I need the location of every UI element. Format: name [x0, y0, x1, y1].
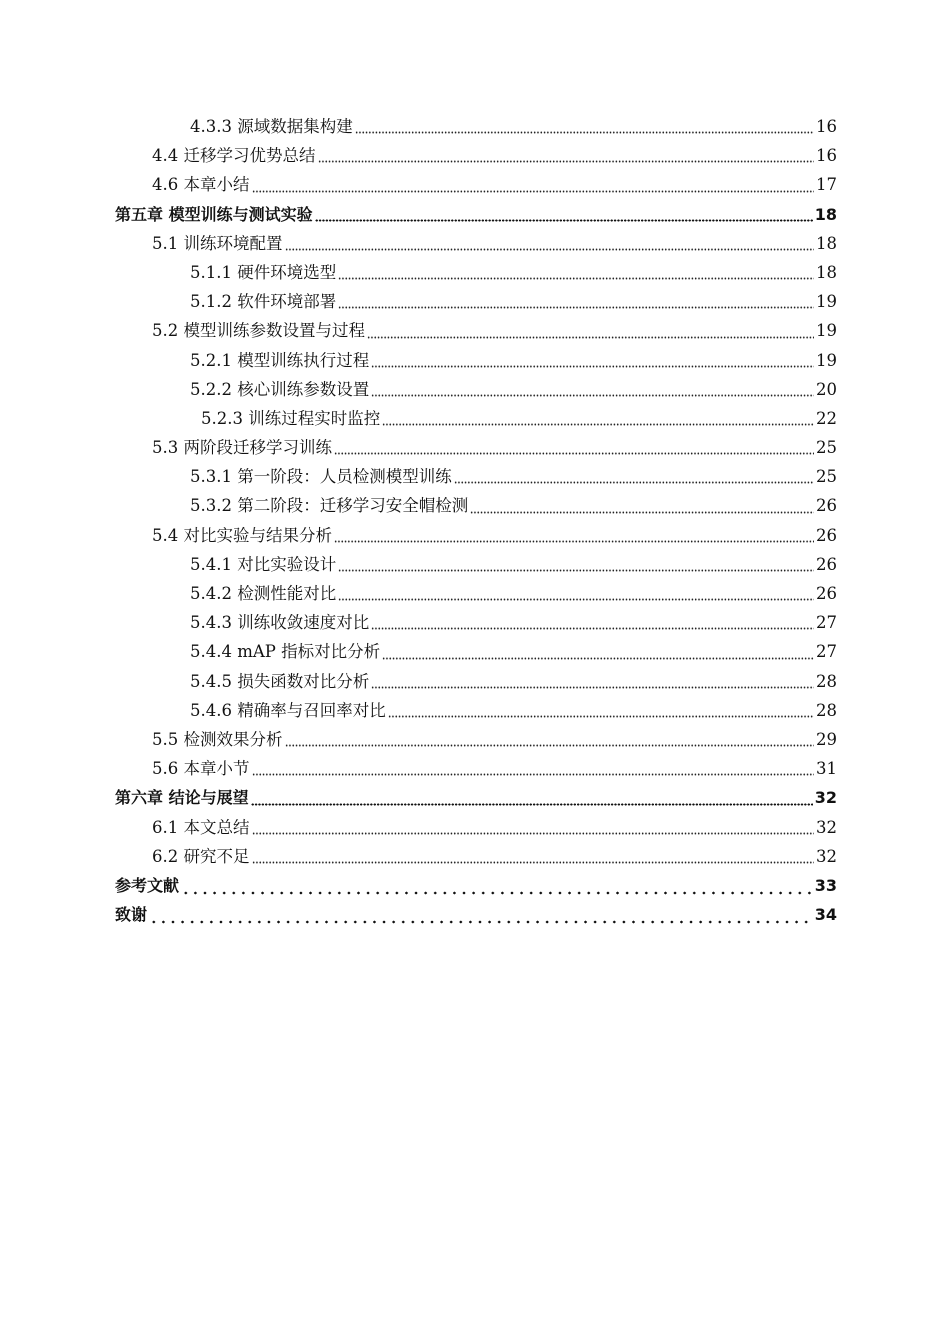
dot-leader	[285, 248, 815, 251]
toc-entry[interactable]	[115, 813, 837, 842]
dot-leader	[252, 190, 815, 193]
toc-entry[interactable]	[115, 783, 837, 812]
toc-page-number: 18	[816, 233, 837, 253]
dot-leader	[367, 336, 814, 339]
toc-page-number: 32	[816, 817, 837, 837]
toc-entry-title: 5.4.3 训练收敛速度对比	[190, 613, 370, 633]
toc-page-number: 22	[816, 408, 837, 428]
toc-entry-title: 5.4.1 对比实验设计	[190, 554, 337, 574]
dot-leader	[285, 744, 815, 747]
toc-entry[interactable]	[115, 900, 837, 929]
dot-leader	[338, 306, 814, 309]
toc-entry[interactable]	[115, 667, 837, 696]
toc-page-number: 20	[816, 379, 837, 399]
toc-entry[interactable]	[115, 754, 837, 783]
toc-entry-title: 5.4.6 精确率与召回率对比	[190, 700, 386, 720]
toc-page-number: 19	[816, 350, 837, 370]
toc-page-number: 25	[816, 467, 837, 487]
toc-entry[interactable]	[115, 287, 837, 316]
toc-entry[interactable]	[115, 637, 837, 666]
toc-entry-title: 5.1.1 硬件环境选型	[190, 262, 337, 282]
toc-page-number: 31	[816, 759, 837, 779]
toc-page-number: 26	[816, 496, 837, 516]
toc-entry-title: 6.1 本文总结	[152, 817, 250, 837]
toc-entry[interactable]	[115, 608, 837, 637]
toc-entry-title: 5.3.1 第一阶段：人员检测模型训练	[190, 467, 452, 487]
toc-page-number: 25	[816, 438, 837, 458]
toc-entry-title: 4.6 本章小结	[152, 175, 250, 195]
toc-entry[interactable]	[115, 258, 837, 287]
dot-leader	[181, 891, 813, 895]
toc-entry-title: 第六章 结论与展望	[115, 788, 249, 808]
toc-entry[interactable]	[115, 346, 837, 375]
toc-page-number: 18	[814, 204, 837, 224]
toc-entry-title: 4.3.3 源域数据集构建	[190, 117, 353, 136]
toc-entry-title: 5.2.2 核心训练参数设置	[190, 379, 370, 399]
toc-entry-title: 5.4.4 mAP 指标对比分析	[190, 642, 381, 662]
toc-entry[interactable]	[115, 170, 837, 199]
toc-entry[interactable]	[115, 200, 837, 229]
toc-page-number: 26	[816, 584, 837, 603]
toc-entry[interactable]	[115, 550, 837, 579]
toc-page-number: 28	[816, 671, 837, 691]
toc-entry[interactable]	[115, 696, 837, 725]
dot-leader	[371, 686, 814, 689]
dot-leader	[318, 160, 815, 163]
toc-entry[interactable]	[115, 871, 837, 900]
toc-entry[interactable]	[115, 433, 837, 462]
toc-page-number: 19	[816, 292, 837, 312]
toc-entry-title: 5.1 训练环境配置	[152, 233, 283, 253]
toc-entry-title: 5.6 本章小节	[152, 759, 250, 779]
toc-entry-title: 5.4.2 检测性能对比	[190, 584, 337, 603]
dot-leader	[382, 423, 814, 426]
toc-entry-title: 5.3 两阶段迁移学习训练	[152, 438, 332, 458]
table-of-contents	[115, 112, 837, 929]
dot-leader	[454, 481, 814, 484]
toc-page-number: 27	[816, 613, 837, 633]
toc-page-number: 29	[816, 729, 837, 749]
dot-leader	[388, 715, 814, 718]
toc-entry[interactable]	[115, 141, 837, 170]
toc-entry[interactable]	[115, 462, 837, 491]
toc-page-number: 16	[816, 117, 837, 136]
toc-page-number: 33	[814, 875, 837, 895]
toc-entry[interactable]	[115, 842, 837, 871]
dot-leader	[371, 394, 814, 397]
dot-leader	[382, 657, 814, 660]
toc-entry[interactable]	[115, 316, 837, 345]
toc-entry-title: 6.2 研究不足	[152, 846, 250, 866]
toc-entry-title: 第五章 模型训练与测试实验	[115, 204, 313, 224]
dot-leader	[371, 365, 814, 368]
toc-entry-title: 5.4 对比实验与结果分析	[152, 525, 332, 545]
toc-entry[interactable]	[115, 229, 837, 258]
toc-entry-title: 致谢	[115, 905, 148, 925]
toc-entry[interactable]	[115, 112, 837, 141]
dot-leader	[470, 511, 814, 514]
toc-page-number: 16	[816, 146, 837, 166]
toc-page-number: 27	[816, 642, 837, 662]
toc-entry-title: 参考文献	[115, 875, 180, 895]
toc-page-number: 17	[816, 175, 837, 195]
toc-entry-title: 5.1.2 软件环境部署	[190, 292, 337, 312]
dot-leader	[334, 452, 814, 455]
toc-entry[interactable]	[115, 491, 837, 520]
dot-leader	[334, 540, 814, 543]
toc-page-number: 26	[816, 525, 837, 545]
toc-entry[interactable]	[115, 521, 837, 550]
toc-page-number: 34	[814, 905, 837, 925]
dot-leader	[251, 803, 813, 806]
toc-page-number: 32	[814, 788, 837, 808]
toc-entry[interactable]	[115, 579, 837, 608]
dot-leader	[355, 131, 814, 134]
dot-leader	[149, 920, 813, 924]
toc-page-number: 19	[816, 321, 837, 341]
dot-leader	[338, 569, 814, 572]
toc-page-number: 28	[816, 700, 837, 720]
toc-entry-title: 5.2 模型训练参数设置与过程	[152, 321, 365, 341]
toc-page-number: 26	[816, 554, 837, 574]
dot-leader	[252, 773, 815, 776]
toc-entry-title: 5.3.2 第二阶段：迁移学习安全帽检测	[190, 496, 469, 516]
dot-leader	[252, 832, 815, 835]
dot-leader	[338, 598, 814, 601]
toc-entry[interactable]	[115, 404, 837, 433]
dot-leader	[371, 627, 814, 630]
toc-page-number: 32	[816, 846, 837, 866]
toc-entry-title: 5.5 检测效果分析	[152, 729, 283, 749]
toc-entry-title: 5.4.5 损失函数对比分析	[190, 671, 370, 691]
toc-entry[interactable]	[115, 375, 837, 404]
toc-entry-title: 5.2.1 模型训练执行过程	[190, 350, 370, 370]
toc-page-number: 18	[816, 262, 837, 282]
toc-entry-title: 4.4 迁移学习优势总结	[152, 146, 316, 166]
dot-leader	[315, 219, 813, 222]
toc-entry-title: 5.2.3 训练过程实时监控	[201, 408, 381, 428]
dot-leader	[338, 277, 814, 280]
toc-entry[interactable]	[115, 725, 837, 754]
dot-leader	[252, 861, 815, 864]
